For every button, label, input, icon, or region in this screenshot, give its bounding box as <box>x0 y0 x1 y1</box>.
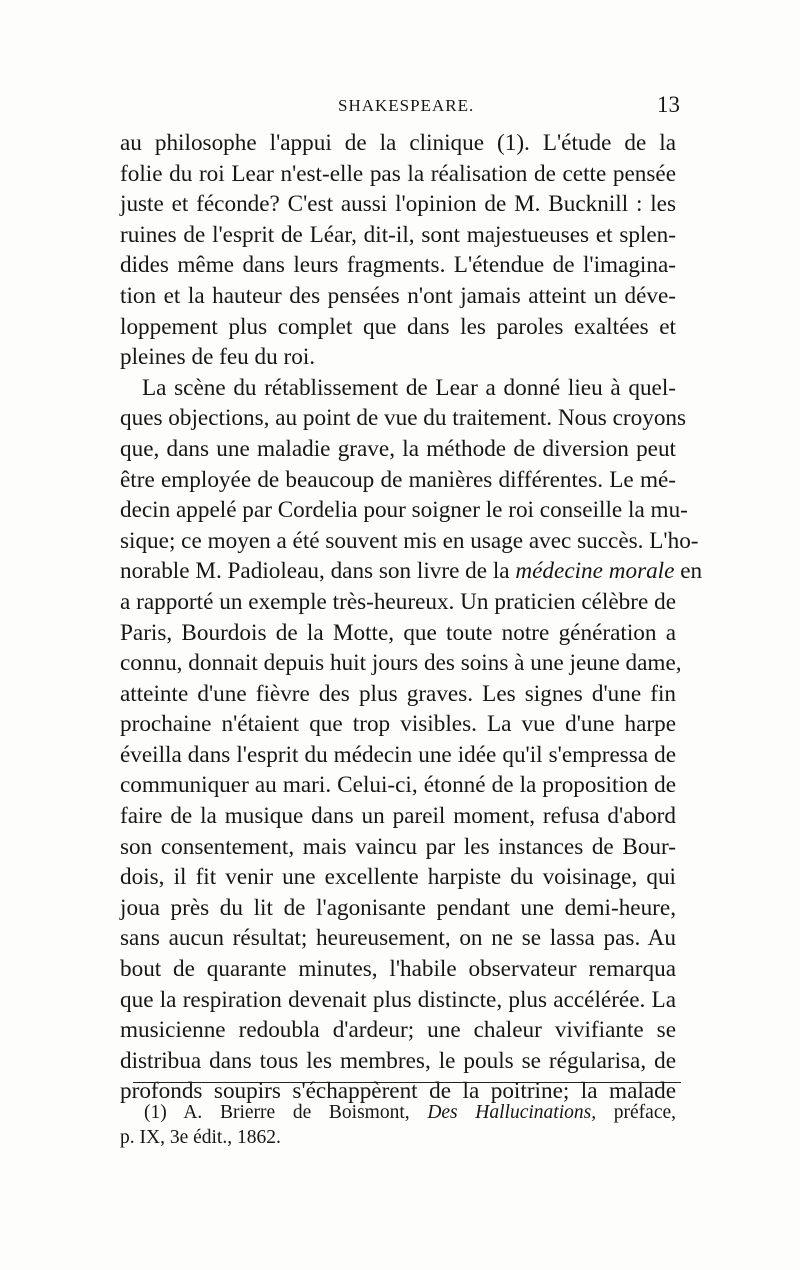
text-line: sans aucun résultat; heureusement, on ne se lassa pas. Au <box>120 925 676 952</box>
text-line: prochaine n'étaient que trop visibles. La vue d'une harpe <box>120 711 676 738</box>
page-header <box>120 92 680 126</box>
text-line: communiquer au mari. Celui-ci, étonné de la proposition de <box>120 772 676 799</box>
text-fragment: norable M. Padioleau, dans son livre de la <box>120 558 510 585</box>
text-line: pleines de feu du roi. <box>120 344 316 371</box>
text-line: folie du roi Lear n'est-elle pas la réalisation de cette pensée <box>120 160 676 187</box>
footnote-line: p. IX, 3e édit., 1862. <box>120 1127 281 1148</box>
text-fragment: en <box>674 558 703 585</box>
text-line: loppement plus complet que dans les paroles exaltées et <box>120 313 676 340</box>
text-line-with-italic <box>120 556 703 587</box>
footnote-divider <box>133 1082 681 1083</box>
running-title: SHAKESPEARE. <box>338 96 475 115</box>
text-line: ques objections, au point de vue du traitement. Nous croyons <box>120 405 687 432</box>
text-line: être employée de beaucoup de manières différentes. Le mé- <box>120 466 676 493</box>
text-line: éveilla dans l'esprit du médecin une idée qu'il s'empressa de <box>120 741 676 768</box>
text-line: dois, il fit venir une excellente harpiste du voisinage, qui <box>120 864 676 891</box>
footnote-line <box>120 1100 676 1125</box>
text-line: son consentement, mais vaincu par les instances de Bour- <box>120 833 676 860</box>
text-line: atteinte d'une fièvre des plus graves. Les signes d'une fin <box>120 680 676 707</box>
footnote <box>120 1100 676 1150</box>
text-line: bout de quarante minutes, l'habile observateur remarqua <box>120 956 676 983</box>
text-line: ruines de l'esprit de Léar, dit-il, sont majestueuses et splen- <box>120 221 676 248</box>
text-line: connu, donnait depuis huit jours des soins à une jeune dame, <box>120 650 682 677</box>
footnote-italic-title: Des Hallucinations, <box>427 1102 597 1123</box>
body-text <box>120 128 703 1107</box>
italic-title: médecine morale <box>515 558 675 585</box>
text-line: juste et féconde? C'est aussi l'opinion de M. Bucknill : les <box>120 191 676 218</box>
text-line: que la respiration devenait plus distincte, plus accélérée. La <box>120 986 676 1013</box>
text-line: dides même dans leurs fragments. L'étendue de l'imagina- <box>120 252 676 279</box>
footnote-suffix: préface, <box>596 1102 677 1123</box>
text-line: que, dans une maladie grave, la méthode de diversion peut <box>120 435 676 462</box>
text-line: profonds soupirs s'échappèrent de la poitrine; la malade <box>120 1078 676 1105</box>
page-number: 13 <box>657 92 680 117</box>
footnote-prefix: (1) A. Brierre de Boismont, <box>144 1102 428 1123</box>
text-line: tion et la hauteur des pensées n'ont jamais atteint un déve- <box>120 282 676 309</box>
text-line: au philosophe l'appui de la clinique (1). L'étude de la <box>120 130 676 156</box>
text-line: Paris, Bourdois de la Motte, que toute notre génération a <box>120 619 676 646</box>
text-line: La scène du rétablissement de Lear a donné lieu à quel- <box>142 374 676 401</box>
text-line: faire de la musique dans un pareil moment, refusa d'abord <box>120 803 676 830</box>
text-line: musicienne redoubla d'ardeur; une chaleur vivifiante se <box>120 1017 676 1044</box>
text-line: sique; ce moyen a été souvent mis en usage avec succès. L'ho- <box>120 527 699 554</box>
text-line: a rapporté un exemple très-heureux. Un praticien célèbre de <box>120 588 676 615</box>
text-line: decin appelé par Cordelia pour soigner le roi conseille la mu- <box>120 497 688 524</box>
text-line: distribua dans tous les membres, le pouls se régularisa, de <box>120 1047 676 1074</box>
text-line: joua près du lit de l'agonisante pendant une demi-heure, <box>120 894 676 921</box>
